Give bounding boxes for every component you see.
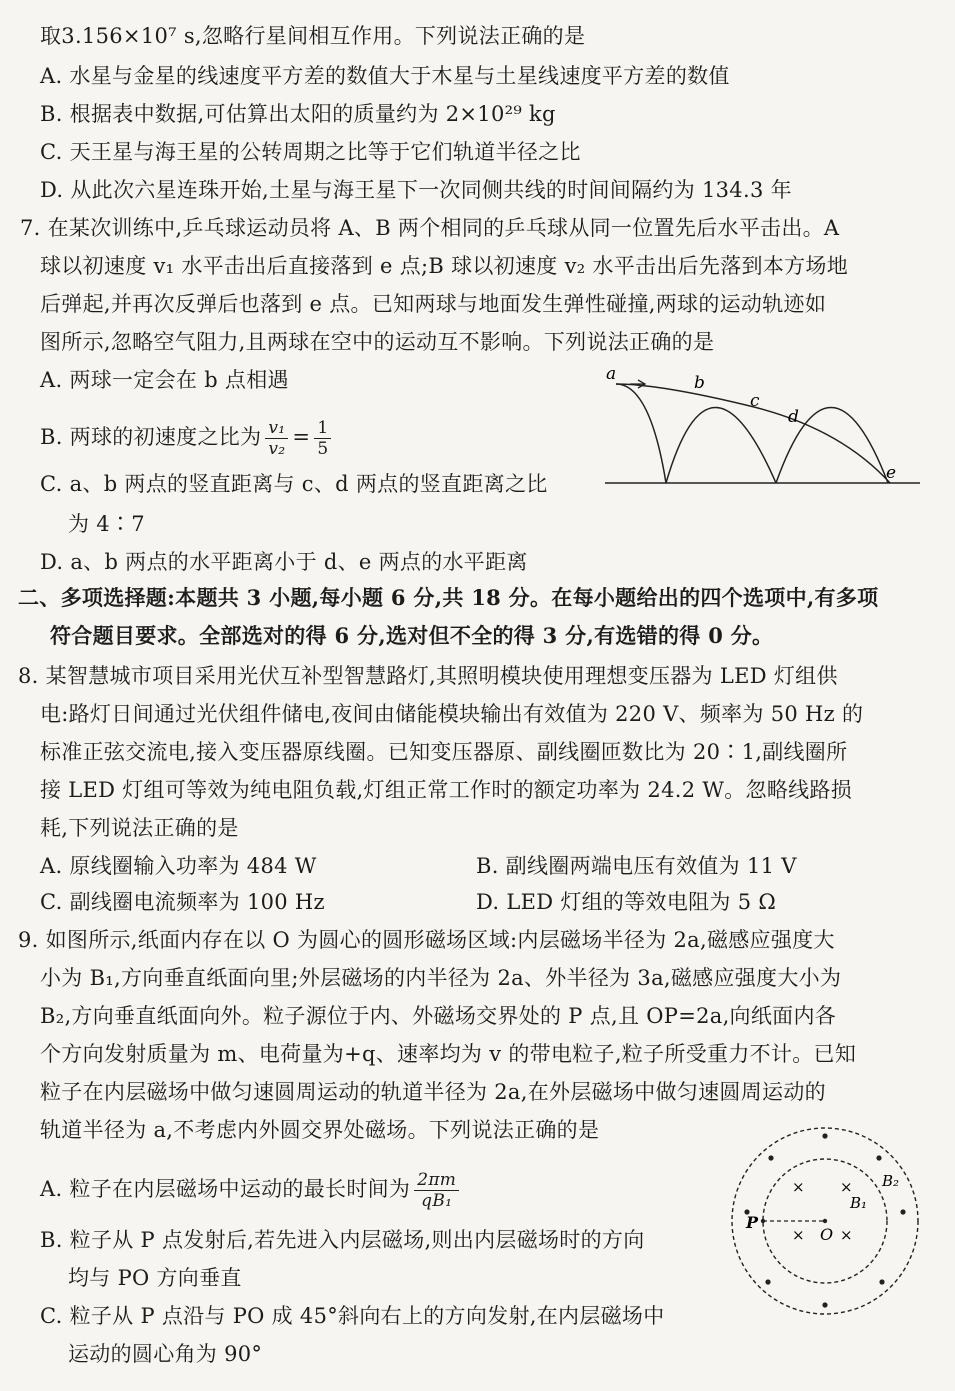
label-o: O bbox=[820, 1225, 834, 1244]
q7-option-b-text: B. 两球的初速度之比为 bbox=[40, 425, 262, 449]
q7-option-a: A. 两球一定会在 b 点相遇 bbox=[40, 368, 289, 392]
ball-b-first-drop bbox=[616, 384, 666, 483]
field-in-cross: × bbox=[840, 1226, 853, 1244]
q7-stem-line4: 图所示,忽略空气阻力,且两球在空中的运动互不影响。下列说法正确的是 bbox=[40, 330, 715, 354]
fraction-denominator: v₂ bbox=[268, 439, 286, 459]
q9-option-b-line1: B. 粒子从 P 点发射后,若先进入内层磁场,则出内层磁场时的方向 bbox=[40, 1228, 645, 1252]
q9-stem-line2: 小为 B₁,方向垂直纸面向里;外层磁场的内半径为 2a、外半径为 3a,磁感应强度大小为 bbox=[40, 966, 842, 990]
q8-stem-line3: 标准正弦交流电,接入变压器原线圈。已知变压器原、副线圈匝数比为 20∶1,副线圈所 bbox=[40, 740, 848, 764]
point-o-marker bbox=[823, 1219, 827, 1223]
q9-stem-line5: 粒子在内层磁场中做匀速圆周运动的轨道半径为 2a,在外层磁场中做匀速圆周运动的 bbox=[40, 1080, 826, 1104]
field-out-dot bbox=[900, 1209, 905, 1214]
q8-option-c: C. 副线圈电流频率为 100 Hz bbox=[40, 890, 325, 914]
label-b1: B₁ bbox=[850, 1194, 868, 1212]
magnetic-field-figure bbox=[726, 1122, 924, 1320]
label-p: P bbox=[746, 1213, 759, 1232]
field-out-dot bbox=[768, 1155, 773, 1160]
q8-stem-line2: 电:路灯日间通过光伏组件储电,夜间由储能模块输出有效值为 220 V、频率为 50 Hz 的 bbox=[40, 702, 864, 726]
q9-option-a bbox=[40, 1170, 463, 1211]
max-time-fraction bbox=[414, 1170, 459, 1211]
q9-option-c-line1: C. 粒子从 P 点沿与 PO 成 45°斜向右上的方向发射,在内层磁场中 bbox=[40, 1304, 665, 1328]
ratio-value-fraction bbox=[314, 418, 331, 459]
q8-stem-line1: 8. 某智慧城市项目采用光伏互补型智慧路灯,其照明模块使用理想变压器为 LED 灯组供 bbox=[18, 664, 838, 688]
q9-option-a-text: A. 粒子在内层磁场中运动的最长时间为 bbox=[40, 1177, 411, 1201]
label-b2: B₂ bbox=[882, 1172, 900, 1190]
trajectory-figure bbox=[600, 362, 930, 492]
q6-option-b: B. 根据表中数据,可估算出太阳的质量约为 2×10²⁹ kg bbox=[40, 102, 556, 126]
field-in-cross: × bbox=[792, 1178, 805, 1196]
arrow-icon bbox=[630, 380, 645, 388]
q8-option-b: B. 副线圈两端电压有效值为 11 V bbox=[476, 854, 797, 878]
q8-stem-line5: 耗,下列说法正确的是 bbox=[40, 816, 239, 840]
point-label-c: c bbox=[750, 391, 760, 411]
field-out-dot bbox=[822, 1133, 827, 1138]
point-label-d: d bbox=[788, 407, 799, 427]
q9-stem-line1: 9. 如图所示,纸面内存在以 O 为圆心的圆形磁场区域:内层磁场半径为 2a,磁感应强度大 bbox=[18, 928, 835, 952]
velocity-ratio-fraction bbox=[265, 418, 288, 459]
field-in-cross: × bbox=[792, 1226, 805, 1244]
fraction-numerator: 2πm bbox=[414, 1170, 459, 1191]
point-label-b: b bbox=[694, 373, 705, 393]
field-out-dot bbox=[822, 1302, 827, 1307]
q9-stem-line6: 轨道半径为 a,不考虑内外圆交界处磁场。下列说法正确的是 bbox=[40, 1118, 600, 1142]
equals-sign: = bbox=[292, 425, 311, 449]
q7-stem-line2: 球以初速度 v₁ 水平击出后直接落到 e 点;B 球以初速度 v₂ 水平击出后先落到本方场地 bbox=[40, 254, 849, 278]
fraction-denominator: 5 bbox=[317, 439, 329, 459]
q6-option-d: D. 从此次六星连珠开始,土星与海王星下一次同侧共线的时间间隔约为 134.3 年 bbox=[40, 178, 792, 202]
q9-stem-line3: B₂,方向垂直纸面向外。粒子源位于内、外磁场交界处的 P 点,且 OP=2a,向纸面内各 bbox=[40, 1004, 837, 1028]
fraction-numerator: v₁ bbox=[265, 418, 288, 439]
point-label-a: a bbox=[606, 364, 617, 384]
q9-option-c-line2: 运动的圆心角为 90° bbox=[68, 1342, 263, 1366]
field-in-cross: × bbox=[840, 1178, 853, 1196]
q7-option-c-line2: 为 4∶7 bbox=[68, 512, 145, 536]
q7-option-c-line1: C. a、b 两点的竖直距离与 c、d 两点的竖直距离之比 bbox=[40, 472, 548, 496]
q9-stem-line4: 个方向发射质量为 m、电荷量为+q、速率均为 v 的带电粒子,粒子所受重力不计。已知 bbox=[40, 1042, 857, 1066]
q7-stem-line3: 后弹起,并再次反弹后也落到 e 点。已知两球与地面发生弹性碰撞,两球的运动轨迹如 bbox=[40, 292, 827, 316]
field-out-dot bbox=[879, 1279, 884, 1284]
fraction-numerator: 1 bbox=[314, 418, 331, 439]
q7-stem-line1: 7. 在某次训练中,乒乓球运动员将 A、B 两个相同的乒乓球从同一位置先后水平击出。A bbox=[20, 216, 840, 240]
ball-b-first-bounce bbox=[666, 408, 776, 484]
point-p-marker bbox=[761, 1219, 765, 1223]
fraction-denominator: qB₁ bbox=[421, 1191, 453, 1211]
point-label-e: e bbox=[886, 463, 897, 483]
q8-stem-line4: 接 LED 灯组可等效为纯电阻负载,灯组正常工作时的额定功率为 24.2 W。忽略线路损 bbox=[40, 778, 853, 802]
q8-option-a: A. 原线圈输入功率为 484 W bbox=[40, 854, 317, 878]
q6-option-a: A. 水星与金星的线速度平方差的数值大于木星与土星线速度平方差的数值 bbox=[40, 64, 730, 88]
section2-header-line2: 符合题目要求。全部选对的得 6 分,选对但不全的得 3 分,有选错的得 0 分。 bbox=[50, 623, 774, 648]
q9-option-b-line2: 均与 PO 方向垂直 bbox=[68, 1266, 242, 1290]
q7-option-d: D. a、b 两点的水平距离小于 d、e 两点的水平距离 bbox=[40, 550, 528, 574]
q6-stem-tail: 取3.156×10⁷ s,忽略行星间相互作用。下列说法正确的是 bbox=[40, 24, 586, 48]
field-out-dot bbox=[765, 1279, 770, 1284]
section2-header-line1: 二、多项选择题:本题共 3 小题,每小题 6 分,共 18 分。在每小题给出的四个选项中,有多项 bbox=[18, 585, 879, 610]
field-out-dot bbox=[876, 1155, 881, 1160]
q6-option-c: C. 天王星与海王星的公转周期之比等于它们轨道半径之比 bbox=[40, 140, 581, 164]
q7-option-b bbox=[40, 418, 335, 459]
q8-option-d: D. LED 灯组的等效电阻为 5 Ω bbox=[476, 890, 777, 914]
